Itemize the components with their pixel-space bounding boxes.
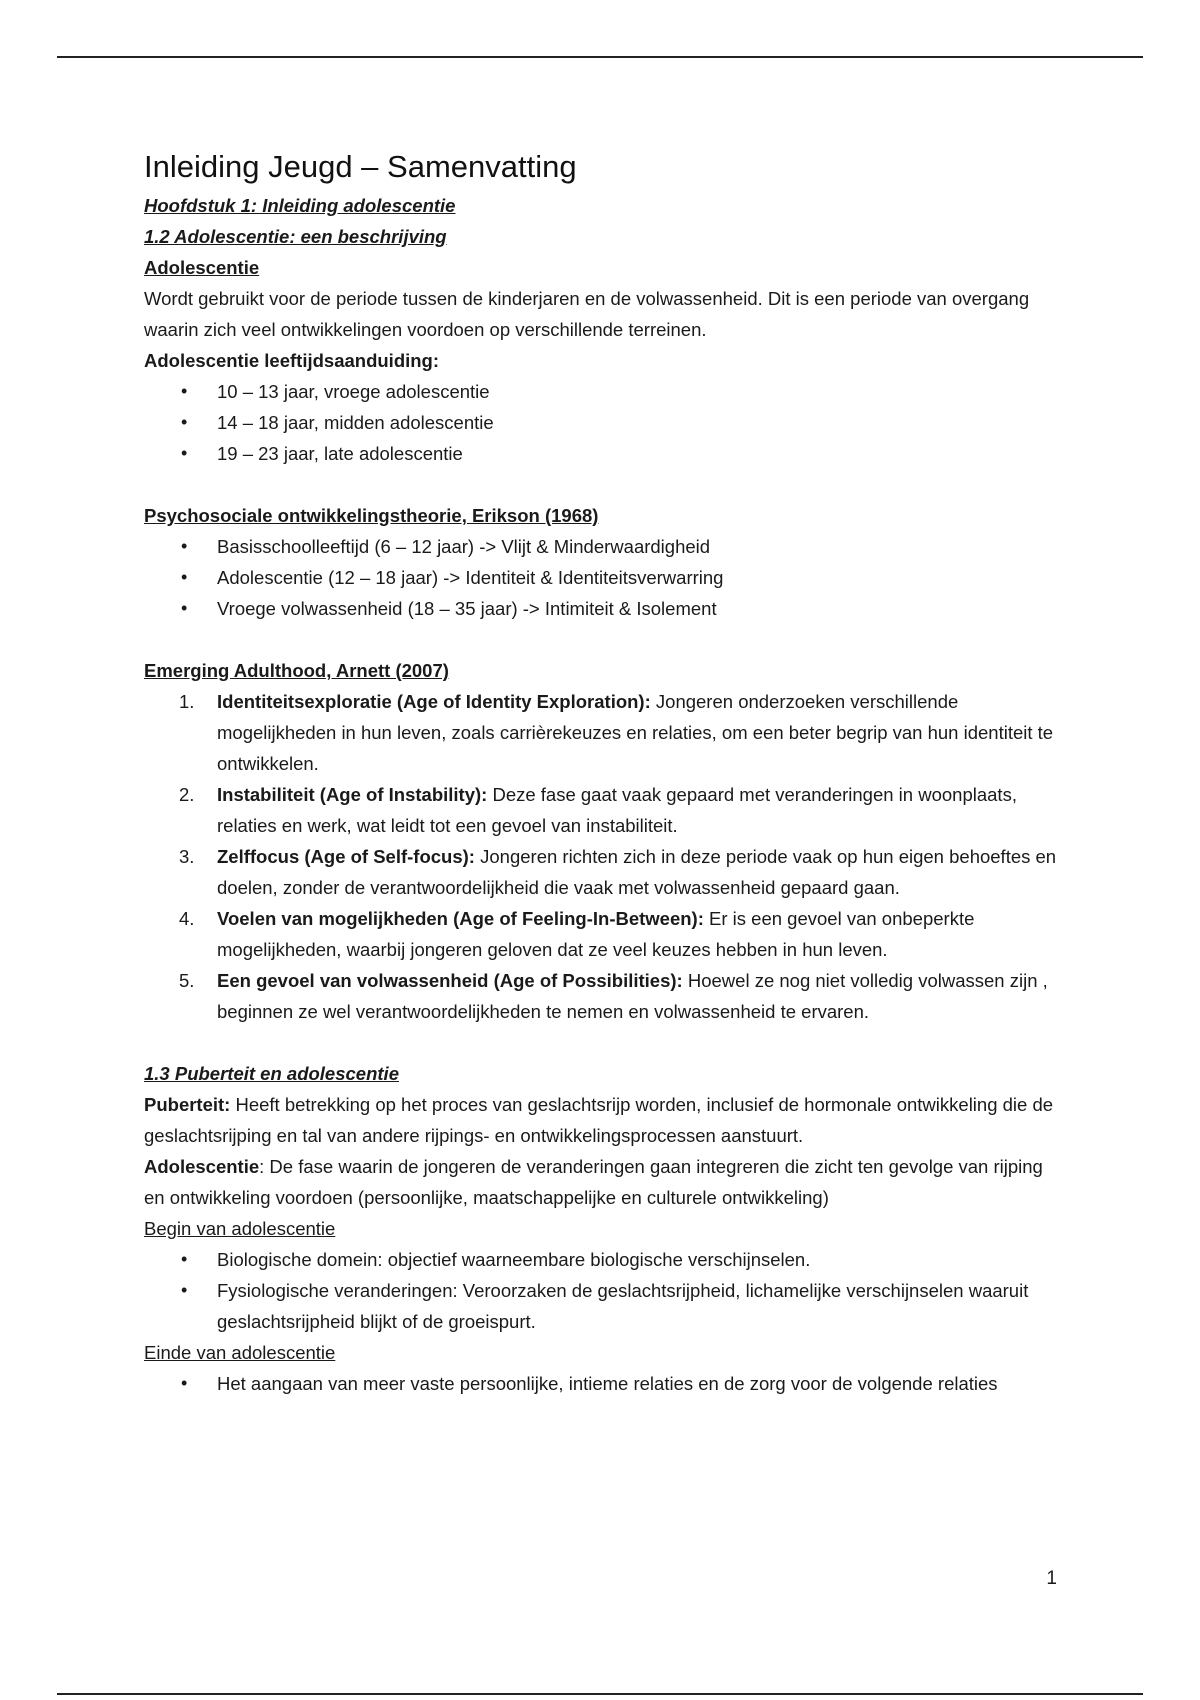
document-title: Inleiding Jeugd – Samenvatting — [144, 149, 577, 184]
adolescentie-paragraph: Adolescentie: De fase waarin de jongeren de veranderingen gaan integreren die zicht ten gevolge van rijping en ontwikkeling voordoen (persoonlijke, maatschappelijke en culturele ontwikkeling) — [144, 1156, 1043, 1208]
footer-rule — [57, 1693, 1143, 1695]
list-item: • 19 – 23 jaar, late adolescentie — [144, 438, 1064, 469]
ages-list — [144, 376, 1064, 469]
list-item: • Adolescentie (12 – 18 jaar) -> Identiteit & Identiteitsverwarring — [144, 562, 1064, 593]
list-item: • Biologische domein: objectief waarneembare biologische verschijnselen. — [144, 1244, 1064, 1275]
erikson-heading: Psychosociale ontwikkelingstheorie, Erikson (1968) — [144, 505, 599, 526]
list-item: • Basisschoolleeftijd (6 – 12 jaar) -> Vlijt & Minderwaardigheid — [144, 531, 1064, 562]
list-item: 4. Voelen van mogelijkheden (Age of Feeling-In-Between): Er is een gevoel van onbeperkte mogelijkheden, waarbij jongeren geloven dat ze veel keuzes hebben in hun leven. — [179, 908, 975, 960]
list-item: • Vroege volwassenheid (18 – 35 jaar) -> Intimiteit & Isolement — [144, 593, 1064, 624]
begin-heading: Begin van adolescentie — [144, 1218, 336, 1239]
list-item: • 14 – 18 jaar, midden adolescentie — [144, 407, 1064, 438]
list-item: • Fysiologische veranderingen: Veroorzaken de geslachtsrijpheid, lichamelijke verschijnselen waaruit geslachtsrijpheid blijkt of de groeispurt. — [144, 1275, 1064, 1337]
document-page — [144, 146, 1064, 1399]
list-item: • Het aangaan van meer vaste persoonlijke, intieme relaties en de zorg voor de volgende relaties — [144, 1368, 1064, 1399]
begin-list — [144, 1244, 1064, 1337]
arnett-list — [144, 686, 1064, 1027]
adolescentie-definition: Wordt gebruikt voor de periode tussen de kinderjaren en de volwassenheid. Dit is een periode van overgang waarin zich veel ontwikkelingen voordoen op verschillende terreinen. — [144, 288, 1030, 340]
arnett-heading: Emerging Adulthood, Arnett (2007) — [144, 660, 449, 681]
list-item: 5. Een gevoel van volwassenheid (Age of Possibilities): Hoewel ze nog niet volledig volwassen zijn , beginnen ze wel verantwoordelijkheden te nemen en volwassenheid te ervaren. — [179, 970, 1048, 1022]
erikson-list — [144, 531, 1064, 624]
header-rule — [57, 56, 1143, 58]
adolescentie-heading: Adolescentie — [144, 257, 260, 278]
einde-list — [144, 1368, 1064, 1399]
list-item: 1. Identiteitsexploratie (Age of Identity Exploration): Jongeren onderzoeken verschillende mogelijkheden in hun leven, zoals carrièrekeuzes en relaties, om een beter begrip van hun identiteit te ontwikkelen. — [179, 691, 1054, 774]
section-1-3-heading: 1.3 Puberteit en adolescentie — [144, 1063, 399, 1084]
puberteit-paragraph: Puberteit: Heeft betrekking op het proces van geslachtsrijp worden, inclusief de hormonale ontwikkeling die de geslachtsrijping en tal van andere rijpings- en ontwikkelingsprocessen aanstuurt. — [144, 1094, 1054, 1146]
page-number: 1 — [1046, 1568, 1057, 1589]
chapter-heading: Hoofdstuk 1: Inleiding adolescentie — [144, 195, 456, 216]
list-item: 3. Zelffocus (Age of Self-focus): Jongeren richten zich in deze periode vaak op hun eigen behoeftes en doelen, zonder de verantwoordelijkheid die vaak met volwassenheid gepaard gaan. — [179, 846, 1057, 898]
ages-heading: Adolescentie leeftijdsaanduiding: — [144, 350, 440, 371]
list-item: • 10 – 13 jaar, vroege adolescentie — [144, 376, 1064, 407]
section-1-2-heading: 1.2 Adolescentie: een beschrijving — [144, 226, 447, 247]
einde-heading: Einde van adolescentie — [144, 1342, 336, 1363]
list-item: 2. Instabiliteit (Age of Instability): Deze fase gaat vaak gepaard met veranderingen in woonplaats, relaties en werk, wat leidt tot een gevoel van instabiliteit. — [179, 784, 1017, 836]
